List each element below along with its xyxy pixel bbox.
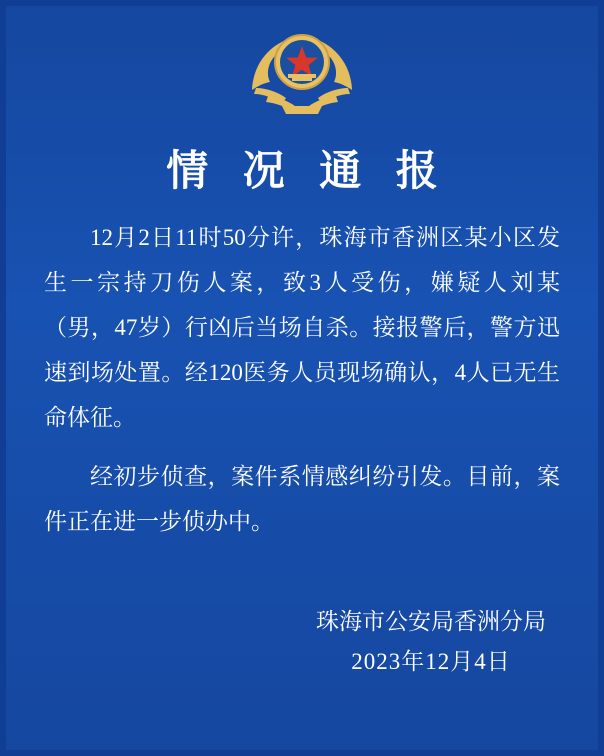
notice-body: [44, 215, 560, 558]
issue-date: 2023年12月4日: [351, 649, 511, 674]
notice-paragraph-2: 经初步侦查，案件系情感纠纷引发。目前，案件正在进一步侦办中。: [44, 464, 560, 534]
notice-paragraph-1: 12月2日11时50分许，珠海市香洲区某小区发生一宗持刀伤人案，致3人受伤，嫌疑人刘某（男，47岁）行凶后当场自杀。接报警后，警方迅速到场处置。经120医务人员现场确认，4人已无生命体征。: [44, 225, 560, 430]
signature-block: [316, 602, 546, 682]
emblem-container: [0, 26, 604, 118]
issuer-name: 珠海市公安局香洲分局: [316, 609, 546, 634]
police-badge-icon: [242, 26, 362, 118]
page-title: 情 况 通 报: [166, 149, 450, 195]
